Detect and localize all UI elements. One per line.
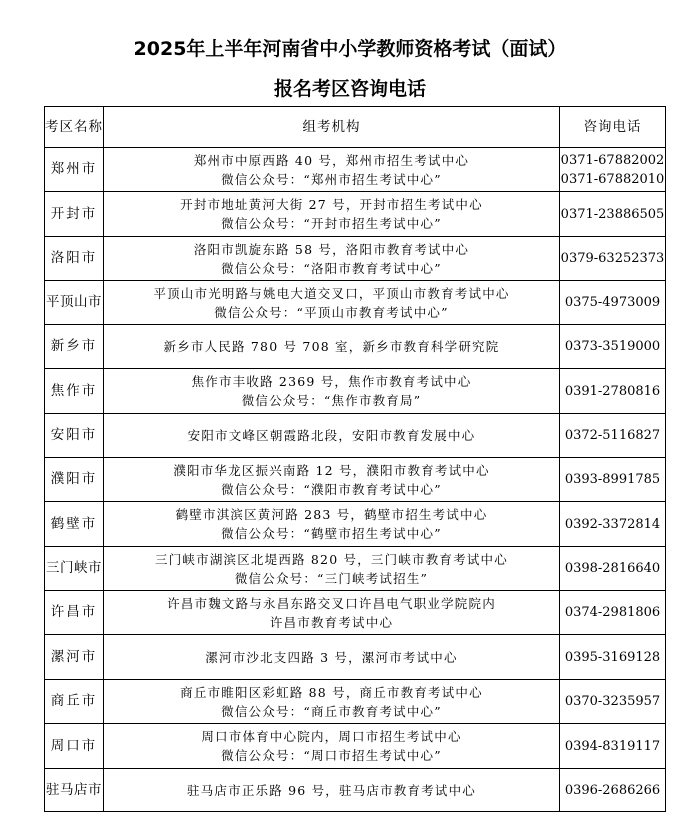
organization-line: 漯河市沙北支四路 3 号，漯河市考试中心	[205, 649, 458, 665]
phone-number: 0398-2816640	[564, 561, 661, 576]
table-row	[45, 769, 666, 812]
phone-number: 0371-23886505	[560, 206, 665, 222]
organization-line: 微信公众号：“焦作市教育局”	[241, 393, 422, 408]
table-row	[45, 237, 666, 281]
district-name: 驻马店市	[45, 769, 104, 812]
organization-line: 微信公众号：“鹤壁市招生考试中心”	[221, 526, 442, 541]
phone-number: 0375-4973009	[564, 295, 661, 310]
district-name: 漯河市	[45, 635, 104, 680]
phone-number: 0393-8991785	[564, 472, 661, 487]
phone-cell	[560, 458, 666, 502]
organization-line: 商丘市睢阳区彩虹路 88 号，商丘市教育考试中心	[180, 684, 483, 700]
table-row	[45, 502, 666, 547]
district-name: 平顶山市	[45, 281, 104, 325]
phone-cell	[560, 414, 666, 458]
organization-line: 微信公众号：“商丘市教育考试中心”	[221, 703, 442, 719]
header-org: 组考机构	[104, 107, 560, 148]
phone-cell	[560, 237, 666, 281]
organization-line: 新乡市人民路 780 号 708 室，新乡市教育科学研究院	[163, 339, 500, 354]
phone-cell	[560, 635, 666, 680]
organization-cell	[104, 281, 560, 325]
phone-cell	[560, 148, 666, 192]
table-row	[45, 325, 666, 369]
table-row	[45, 724, 666, 769]
district-name: 商丘市	[45, 680, 104, 724]
document-subtitle: 报名考区咨询电话	[273, 78, 426, 100]
table-row	[45, 680, 666, 724]
organization-cell	[104, 635, 560, 680]
table-row	[45, 281, 666, 325]
phone-number: 0373-3519000	[564, 339, 661, 354]
organization-cell	[104, 369, 560, 414]
table-row	[45, 192, 666, 237]
phone-cell	[560, 680, 666, 724]
district-name: 三门峡市	[45, 547, 104, 591]
district-name: 鹤壁市	[45, 502, 104, 547]
organization-line: 微信公众号：“濮阳市教育考试中心”	[221, 481, 442, 497]
district-name: 安阳市	[45, 414, 104, 458]
organization-cell	[104, 547, 560, 591]
phone-cell	[560, 369, 666, 414]
organization-cell	[104, 591, 560, 635]
phone-number: 0391-2780816	[564, 383, 661, 399]
district-name: 开封市	[45, 192, 104, 237]
district-name: 许昌市	[45, 591, 104, 635]
organization-cell	[104, 237, 560, 281]
organization-cell	[104, 458, 560, 502]
organization-line: 微信公众号：“开封市招生考试中心”	[221, 216, 442, 231]
organization-line: 驻马店市正乐路 96 号，驻马店市教育考试中心	[187, 782, 476, 798]
organization-cell	[104, 325, 560, 369]
document-title: 2025年上半年河南省中小学教师资格考试（面试）	[133, 38, 567, 60]
phone-cell	[560, 547, 666, 591]
phone-number: 0371-67882010	[560, 171, 665, 187]
phone-cell	[560, 724, 666, 769]
table-header-row	[45, 107, 666, 148]
phone-cell	[560, 281, 666, 325]
organization-cell	[104, 148, 560, 192]
table-row	[45, 635, 666, 680]
organization-cell	[104, 192, 560, 237]
header-phone: 咨询电话	[560, 107, 666, 148]
phone-number: 0396-2686266	[564, 782, 661, 798]
organization-cell	[104, 724, 560, 769]
phone-cell	[560, 591, 666, 635]
organization-cell	[104, 414, 560, 458]
district-name: 洛阳市	[45, 237, 104, 281]
phone-number: 0395-3169128	[564, 649, 661, 665]
district-name: 新乡市	[45, 325, 104, 369]
district-name: 周口市	[45, 724, 104, 769]
organization-line: 洛阳市凯旋东路 58 号，洛阳市教育考试中心	[193, 241, 470, 257]
district-name: 郑州市	[45, 148, 104, 192]
organization-line: 三门峡市湖滨区北堤西路 820 号，三门峡市教育考试中心	[155, 551, 508, 567]
organization-cell	[104, 502, 560, 547]
table-row	[45, 547, 666, 591]
phone-number: 0371-67882002	[560, 152, 665, 168]
organization-cell	[104, 769, 560, 812]
organization-line: 周口市体育中心院内，周口市招生考试中心	[201, 729, 462, 744]
organization-line: 开封市地址黄河大街 27 号，开封市招生考试中心	[180, 197, 483, 212]
organization-line: 濮阳市华龙区振兴南路 12 号，濮阳市教育考试中心	[173, 462, 490, 478]
organization-line: 焦作市丰收路 2369 号，焦作市教育考试中心	[191, 374, 472, 389]
table-row	[45, 148, 666, 192]
organization-line: 郑州市中原西路 40 号，郑州市招生考试中心	[193, 152, 470, 168]
table-row	[45, 458, 666, 502]
table-row	[45, 369, 666, 414]
phone-cell	[560, 325, 666, 369]
organization-cell	[104, 680, 560, 724]
phone-number: 0370-3235957	[564, 694, 661, 709]
organization-line: 许昌市教育考试中心	[269, 614, 394, 630]
header-district: 考区名称	[45, 107, 104, 148]
organization-line: 微信公众号：“洛阳市教育考试中心”	[221, 260, 442, 276]
organization-line: 鹤壁市淇滨区黄河路 283 号，鹤壁市招生考试中心	[175, 507, 488, 522]
table-row	[45, 591, 666, 635]
district-name: 濮阳市	[45, 458, 104, 502]
organization-line: 平顶山市光明路与姚电大道交叉口，平顶山市教育考试中心	[153, 285, 510, 301]
phone-number: 0394-8319117	[564, 738, 661, 754]
organization-line: 微信公众号：“平顶山市教育考试中心”	[214, 304, 449, 320]
district-name: 焦作市	[45, 369, 104, 414]
organization-line: 安阳市文峰区朝霞路北段，安阳市教育发展中心	[187, 428, 476, 443]
organization-line: 微信公众号：“郑州市招生考试中心”	[221, 171, 442, 187]
phone-number: 0392-3372814	[564, 516, 661, 532]
phone-cell	[560, 769, 666, 812]
phone-number: 0374-2981806	[564, 605, 661, 620]
organization-line: 微信公众号：“三门峡考试招生”	[234, 570, 429, 586]
phone-cell	[560, 502, 666, 547]
phone-number: 0379-63252373	[560, 251, 665, 266]
organization-line: 微信公众号：“周口市招生考试中心”	[221, 748, 442, 763]
organization-line: 许昌市魏文路与永昌东路交叉口许昌电气职业学院院内	[167, 595, 496, 611]
table-row	[45, 414, 666, 458]
phone-number: 0372-5116827	[564, 428, 661, 443]
phone-cell	[560, 192, 666, 237]
contact-table	[44, 106, 666, 812]
